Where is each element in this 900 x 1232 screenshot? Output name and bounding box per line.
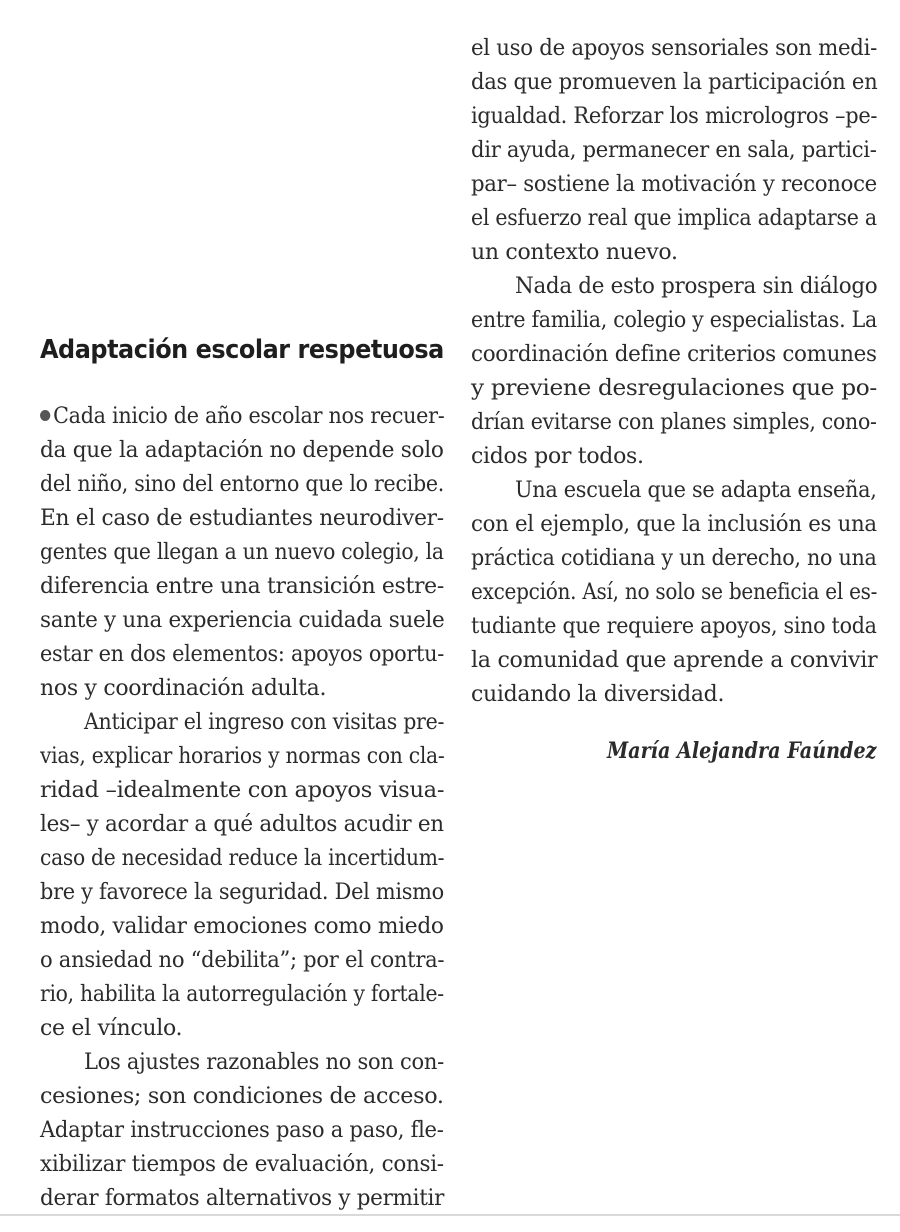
article-line: cesiones; son condiciones de acceso. (40, 1084, 444, 1109)
article-line: excepción. Así, no solo se beneficia el es- (471, 580, 878, 605)
article-line: con el ejemplo, que la inclusión es una (471, 512, 877, 537)
article-line: bre y favorece la seguridad. Del mismo (40, 880, 444, 905)
article-line: el esfuerzo real que implica adaptarse a (471, 206, 877, 231)
article-line: Adaptar instrucciones paso a paso, fle- (40, 1118, 444, 1143)
article-line: Una escuela que se adapta enseña, (515, 478, 877, 503)
article-line: Nada de esto prospera sin diálogo (515, 274, 878, 299)
article-line: y previene desregulaciones que po- (471, 376, 877, 401)
article-line: das que promueven la participación en (471, 70, 878, 95)
article-line: En el caso de estudiantes neurodiver- (40, 506, 444, 531)
article-line (40, 400, 444, 434)
article-line: par– sostiene la motivación y reconoce (471, 172, 877, 197)
article-line: diferencia entre una transición estre- (40, 574, 444, 599)
article-line: dir ayuda, permanecer en sala, partici- (471, 138, 877, 163)
article-line: les– y acordar a qué adultos acudir en (40, 812, 444, 837)
article-line: ridad –idealmente con apoyos visua- (40, 778, 445, 803)
article-line: modo, validar emociones como miedo (40, 914, 444, 939)
article-line: Los ajustes razonables no son con- (84, 1050, 444, 1075)
article-line: un contexto nuevo. (471, 240, 678, 265)
article-line: nos y coordinación adulta. (40, 676, 327, 701)
article-line: sante y una experiencia cuidada suele (40, 608, 445, 633)
article-line: Anticipar el ingreso con visitas pre- (84, 710, 445, 735)
article-line: del niño, sino del entorno que lo recibe. (40, 472, 445, 497)
article-line: cuidando la diversidad. (471, 682, 725, 707)
article-line: rio, habilita la autorregulación y fortale- (40, 982, 444, 1007)
article-line: coordinación define criterios comunes (471, 342, 877, 367)
line-text: Cada inicio de año escolar nos recuer- (53, 404, 445, 429)
article-line: caso de necesidad reduce la incertidum- (40, 846, 445, 871)
article-heading: Adaptación escolar respetuosa (40, 335, 444, 365)
article-line: práctica cotidiana y un derecho, no una (471, 546, 877, 571)
article-line: da que la adaptación no depende solo (40, 438, 444, 463)
article-line: igualdad. Reforzar los micrologros –pe- (471, 104, 878, 129)
bullet-icon (40, 410, 50, 421)
bottom-divider (0, 1214, 900, 1216)
article-line: cidos por todos. (471, 444, 644, 469)
article-line: entre familia, colegio y especialistas. La (471, 308, 877, 333)
article-line: la comunidad que aprende a convivir (471, 648, 878, 673)
article-line: o ansiedad no “debilita”; por el contra- (40, 948, 445, 973)
author-byline: María Alejandra Faúndez (607, 738, 877, 764)
article-line: derar formatos alternativos y permitir (40, 1186, 445, 1211)
article-line: tudiante que requiere apoyos, sino toda (471, 614, 877, 639)
article-line: gentes que llegan a un nuevo colegio, la (40, 540, 444, 565)
article-line: ce el vínculo. (40, 1016, 183, 1041)
article-line: drían evitarse con planes simples, cono- (471, 410, 877, 435)
article-line: estar en dos elementos: apoyos oportu- (40, 642, 445, 667)
article-line: vias, explicar horarios y normas con cla- (40, 744, 445, 769)
article-line: xibilizar tiempos de evaluación, consi- (40, 1152, 444, 1177)
article-line: el uso de apoyos sensoriales son medi- (471, 36, 877, 61)
